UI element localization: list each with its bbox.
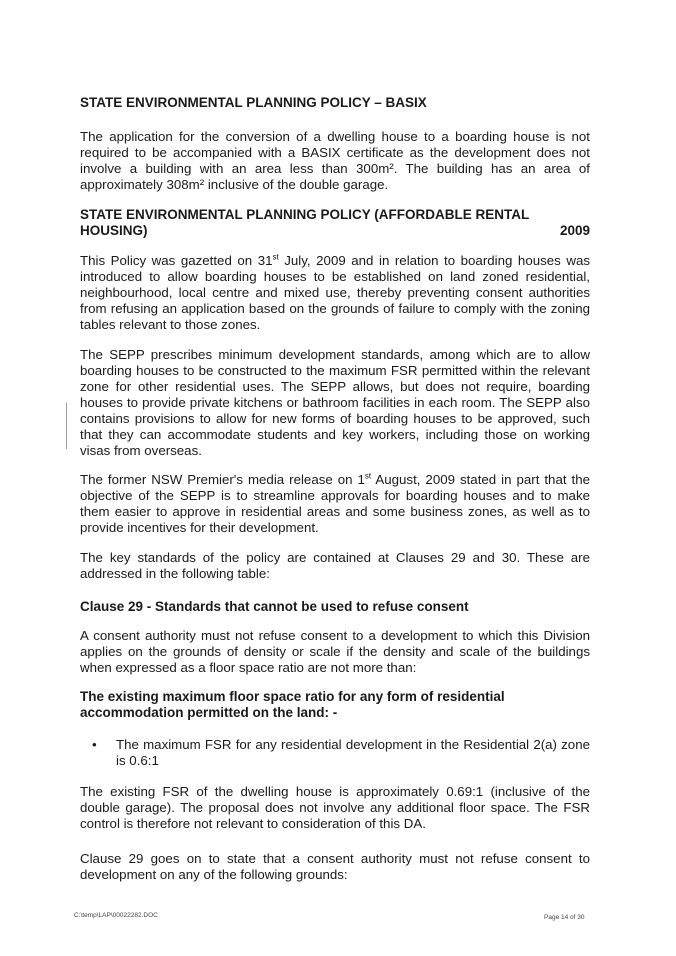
footer-page-number: Page 14 of 30 — [544, 914, 585, 921]
heading-basix: STATE ENVIRONMENTAL PLANNING POLICY – BASIX — [80, 95, 427, 110]
heading-affordable-rental-housing: STATE ENVIRONMENTAL PLANNING POLICY (AFFORDABLE RENTAL HOUSING) 2009 — [80, 207, 590, 238]
heading-clause-29: Clause 29 - Standards that cannot be used to refuse consent — [80, 599, 469, 614]
paragraph-clause-29-grounds: Clause 29 goes on to state that a consent authority must not refuse consent to development on any of the following grounds: — [80, 851, 590, 882]
paragraph-media-release-start: The former NSW Premier's media release on 1 — [80, 472, 365, 487]
ordinal-suffix: st — [364, 471, 372, 481]
paragraph-gazetted — [80, 253, 590, 333]
paragraph-gazetted-start: This Policy was gazetted on 31 — [80, 253, 273, 268]
paragraph-key-standards: The key standards of the policy are contained at Clauses 29 and 30. These are addressed in the following table: — [80, 550, 590, 581]
footer-file-path: C:\temp\LAP\00022282.DOC — [74, 912, 158, 919]
paragraph-media-release — [80, 472, 590, 536]
margin-change-bar — [66, 403, 67, 449]
heading-existing-fsr: The existing maximum floor space ratio for any form of residential accommodation permitted on the land: - — [80, 689, 505, 720]
paragraph-consent-authority: A consent authority must not refuse consent to a development to which this Division applies on the grounds of density or scale if the density and scale of the buildings when expressed as a floor space ratio are not more than: — [80, 628, 590, 675]
bullet-text: The maximum FSR for any residential development in the Residential 2(a) zone is 0.6:1 — [116, 737, 590, 768]
paragraph-sepp-standards: The SEPP prescribes minimum development standards, among which are to allow boarding houses to be constructed to the maximum FSR permitted within the relevant zone for other residential uses. The SEPP allows, but does not require, boarding houses to provide private kitchens or bathroom facilities in each room. The SEPP also contains provisions to allow for new forms of boarding houses to be approved, such that they can accommodate students and key workers, including those on working visas from overseas. — [80, 347, 590, 458]
paragraph-gazetted-rest: July, 2009 and in relation to boarding houses was introduced to allow boarding houses to be established on land zoned residential, neighbourhood, local centre and mixed use, thereby preventing consent authorities from refusing an application based on the grounds of failure to comply with the zoning tables relevant to those zones. — [80, 253, 590, 332]
paragraph-basix: The application for the conversion of a dwelling house to a boarding house is not required to be accompanied with a BASIX certificate as the development does not involve a building with an area less than 300m². The building has an area of approximately 308m² inclusive of the double garage. — [80, 129, 590, 192]
bullet-marker: • — [92, 737, 97, 752]
ordinal-suffix: st — [272, 252, 279, 262]
paragraph-media-release-rest: August, 2009 stated in part that the objective of the SEPP is to streamline approvals for boarding houses and to make them easier to approve in residential areas and some business zones, as well as to provide incentives for their development. — [80, 472, 590, 535]
paragraph-existing-fsr: The existing FSR of the dwelling house is approximately 0.69:1 (inclusive of the double garage). The proposal does not involve any additional floor space. The FSR control is therefore not relevant to consideration of this DA. — [80, 784, 590, 831]
